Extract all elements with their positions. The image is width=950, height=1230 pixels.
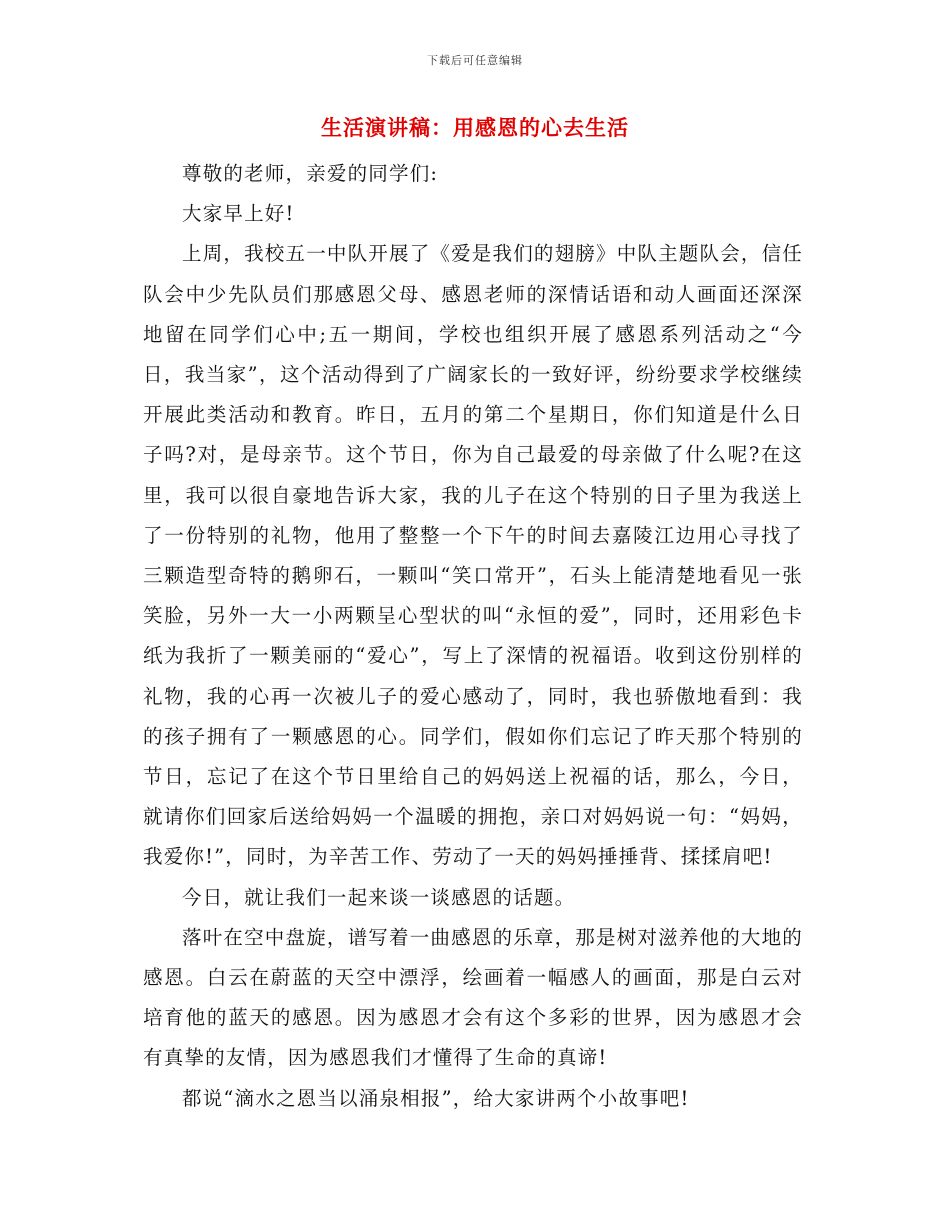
paragraph-topic-intro: 今日，就让我们一起来谈一谈感恩的话题。 xyxy=(182,885,576,909)
paragraph-salutation: 尊敬的老师，亲爱的同学们: xyxy=(182,162,439,185)
paragraph-greeting: 大家早上好! xyxy=(182,202,295,226)
paragraph-mothers-day-story: 上周，我校五一中队开展了《爱是我们的翅膀》中队主题队会，信任队会中少先队员们那感恩父母、感恩老师的深情话语和动人画面还深深地留在同学们心中;五一期间，学校也组织开展了感恩系列活动之“今日，我当家”，这个活动得到了广阔家长的一致好评，纷纷要求学校继续开展此类活动和教育。昨日，五月的第二个星期日，你们知道是什么日子吗?对，是母亲节。这个节日，你为自己最爱的母亲做了什么呢?在这里，我可以很自豪地告诉大家，我的儿子在这个特别的日子里为我送上了一份特别的礼物，他用了整整一个下午的时间去嘉陵江边用心寻找了三颗造型奇特的鹅卵石，一颗叫“笑口常开”，石头上能清楚地看见一张笑脸，另外一大一小两颗呈心型状的叫“永恒的爱”，同时，还用彩色卡纸为我折了一颗美丽的“爱心”，写上了深情的祝福语。收到这份别样的礼物，我的心再一次被儿子的爱心感动了，同时，我也骄傲地看到：我的孩子拥有了一颗感恩的心。同学们，假如你们忘记了昨天那个特别的节日，忘记了在这个节日里给自己的妈妈送上祝福的话，那么，今日，就请你们回家后送给妈妈一个温暖的拥抱，亲口对妈妈说一句：“妈妈，我爱你!”，同时，为辛苦工作、劳动了一天的妈妈捶捶背、揉揉肩吧! xyxy=(143,242,804,869)
page-header-note: 下载后可任意编辑 xyxy=(427,54,523,67)
document-body xyxy=(143,154,803,1119)
paragraph-gratitude-imagery: 落叶在空中盘旋，谱写着一曲感恩的乐章，那是树对滋养他的大地的感恩。白云在蔚蓝的天空中漂浮，绘画着一幅感人的画面，那是白云对培育他的蓝天的感恩。因为感恩才会有这个多彩的世界，因为感恩才会有真挚的友情，因为感恩我们才懂得了生命的真谛! xyxy=(143,925,804,1070)
paragraph-stories-intro: 都说“滴水之恩当以涌泉相报”，给大家讲两个小故事吧! xyxy=(182,1086,690,1110)
document-title: 生活演讲稿：用感恩的心去生活 xyxy=(321,115,629,140)
